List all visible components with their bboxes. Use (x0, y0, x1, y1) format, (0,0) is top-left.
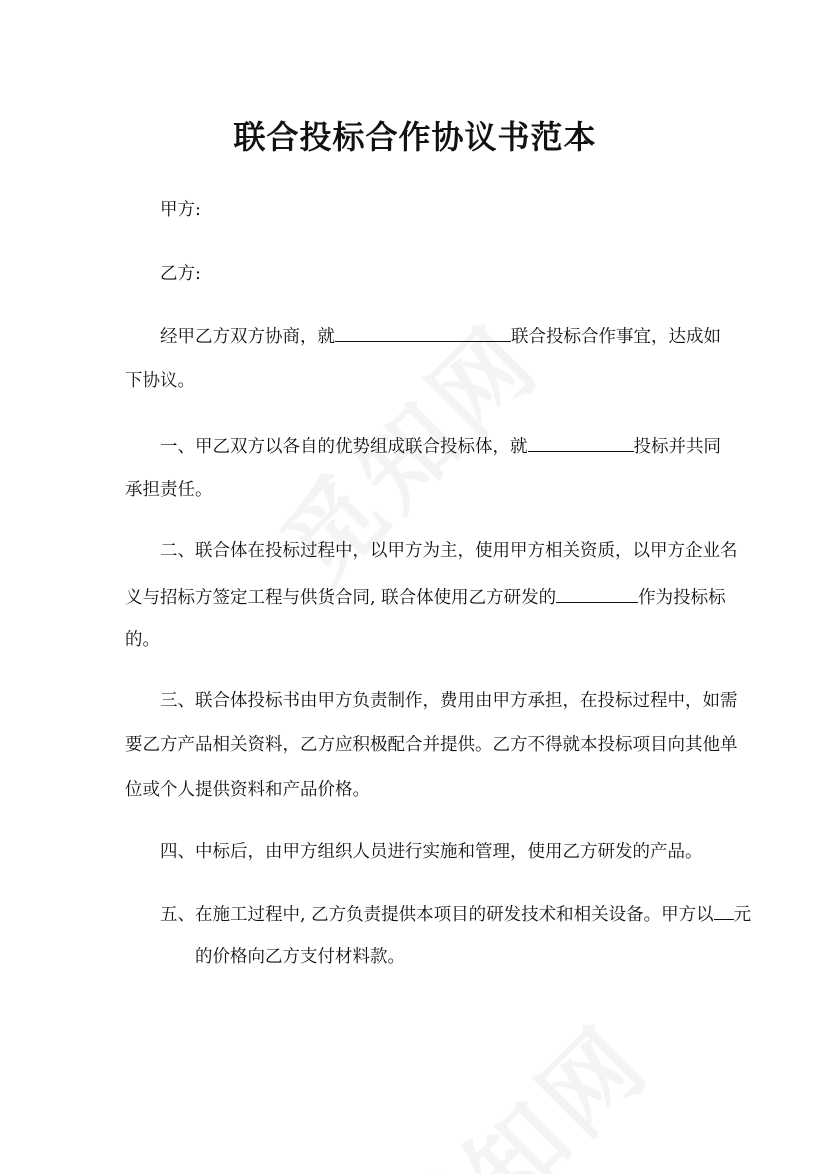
clause-1-text-after: 投标并共同 (633, 437, 721, 457)
clause-1-line-2: 承担责任。 (125, 480, 213, 500)
price-blank[interactable] (714, 901, 734, 920)
product-name-blank[interactable] (556, 584, 638, 603)
clause-3-line-3: 位或个人提供资料和产品价格。 (125, 780, 370, 800)
clause-5-line-2: 的价格向乙方支付材料款。 (195, 947, 405, 967)
clause-1-line-1 (160, 433, 721, 459)
clause-2-line-1: 二、联合体在投标过程中，以甲方为主，使用甲方相关资质，以甲方企业名 (160, 541, 738, 561)
document-title: 联合投标合作协议书范本 (233, 118, 597, 156)
project-name-blank[interactable] (335, 323, 511, 342)
clause-5-text-after: 元 (733, 905, 752, 925)
party-b-label: 乙方: (160, 264, 201, 284)
clause-2-text-after: 作为投标标 (638, 588, 726, 608)
bid-project-blank[interactable] (528, 433, 634, 452)
clause-2-text-before: 义与招标方签定工程与供货合同, 联合体使用乙方研发的 (125, 588, 557, 608)
clause-5-line-1 (160, 901, 751, 927)
clause-2-line-3: 的。 (125, 630, 160, 650)
clause-3-line-1: 三、联合体投标书由甲方负责制作，费用由甲方承担，在投标过程中，如需 (160, 691, 738, 711)
clause-1-text-before: 一、甲乙双方以各自的优势组成联合投标体，就 (160, 437, 528, 457)
party-a-label: 甲方: (160, 200, 201, 220)
intro-line-1 (160, 323, 721, 349)
clause-5-text-before: 五、在施工过程中, 乙方负责提供本项目的研发技术和相关设备。甲方以 (160, 905, 714, 925)
clause-3-line-2: 要乙方产品相关资料，乙方应积极配合并提供。乙方不得就本投标项目向其他单 (125, 735, 738, 755)
intro-line-2: 下协议。 (125, 371, 195, 391)
watermark-bottom (357, 990, 674, 1174)
intro-text-before: 经甲乙方双方协商，就 (160, 327, 335, 347)
clause-4-line-1: 四、中标后，由甲方组织人员进行实施和管理，使用乙方研发的产品。 (160, 842, 703, 862)
intro-text-after: 联合投标合作事宜，达成如 (511, 327, 721, 347)
clause-2-line-2 (125, 584, 726, 610)
